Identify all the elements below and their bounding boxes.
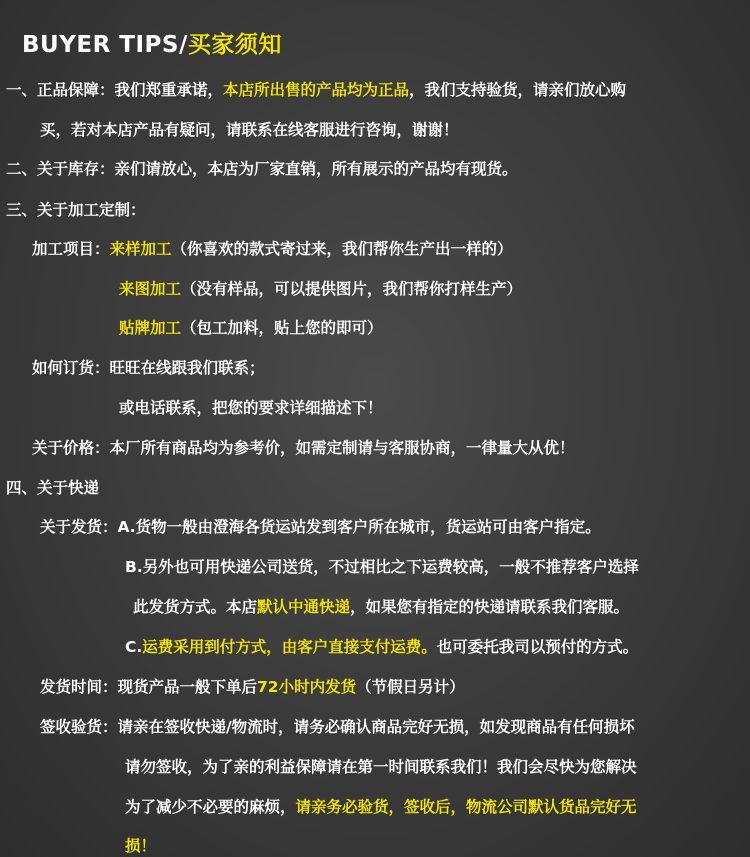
tip-custom-image [119,279,522,299]
shipping-c-highlight: 运费采用到付方式，由客户直接支付运费。 [142,638,437,656]
shipping-default-courier: 默认中通快递 [257,598,351,616]
custom-image-highlight: 来图加工 [119,280,182,298]
custom-image-desc: （没有样品，可以提供图片，我们帮你打样生产） [181,280,523,298]
custom-sample-highlight: 来样加工 [109,240,172,258]
inspection-highlight: 请亲务必验货，签收后，物流公司默认货品完好无 [295,798,637,816]
tip-authentic-rest: ，我们支持验货，请亲们放心购 [409,81,627,99]
ship-time-highlight: 72小时内发货 [257,678,357,696]
tip-custom-oem [119,318,383,338]
custom-oem-highlight: 贴牌加工 [119,319,182,337]
tip-shipping-b-cont [133,597,629,617]
title-en: BUYER TIPS/ [22,32,188,58]
tip-shipping-a: 关于发货：A.货物一般由澄海各货运站发到客户所在城市，货运站可由客户指定。 [40,518,601,536]
tip-inspection-cont-3 [125,836,156,856]
page-title [22,26,282,59]
tip-shipping-b: B.另外也可用快递公司送货，不过相比之下运费较高，一般不推荐客户选择 [125,558,639,576]
tip-price: 关于价格：本厂所有商品均为参考价，如需定制请与客服协商，一律量大从优！ [32,439,575,457]
tip-order-cont: 或电话联系，把您的要求详细描述下！ [119,399,383,417]
tip-custom-heading: 三、关于加工定制： [6,201,146,219]
custom-items-label: 加工项目： [32,240,110,258]
tip-order: 如何订货：旺旺在线跟我们联系； [32,359,265,377]
ship-time-note: （节假日另计） [356,678,465,696]
tip-inspection-cont-2 [125,797,637,817]
shipping-b-rest: ，如果您有指定的快递请联系我们客服。 [350,598,630,616]
custom-sample-desc: （你喜欢的款式寄过来，我们帮你生产出一样的） [171,240,513,258]
tip-custom-sample [32,239,513,259]
tip-authentic-cont: 买，若对本店产品有疑问，请联系在线客服进行咨询，谢谢！ [40,121,459,139]
tip-inspection-cont-1: 请勿签收，为了亲的利益保障请在第一时间联系我们！我们会尽快为您解决 [125,758,637,776]
inspection-text: 为了减少不必要的麻烦， [125,798,296,816]
tip-authentic-label: 一、正品保障：我们郑重承诺， [6,81,224,99]
inspection-highlight-end: 损！ [125,837,157,855]
shipping-c-prefix: C. [125,638,143,656]
tip-ship-time [40,677,465,697]
shipping-c-rest: 也可委托我司以预付的方式。 [436,638,639,656]
custom-oem-desc: （包工加料，贴上您的即可） [181,319,383,337]
tip-authentic-highlight: 本店所出售的产品均为正品 [223,81,410,99]
tip-inspection: 签收验货：请亲在签收快递/物流时，请务必确认商品完好无损，如发现商品有任何损坏 [40,718,635,736]
tip-stock: 二、关于库存：亲们请放心，本店为厂家直销，所有展示的产品均有现货。 [6,160,518,178]
tip-authentic [6,80,626,100]
shipping-b-text: 此发货方式。本店 [133,598,258,616]
title-cn: 买家须知 [187,32,282,58]
ship-time-label: 发货时间：现货产品一般下单后 [40,678,258,696]
tip-shipping-c [125,637,638,657]
tip-shipping-heading: 四、关于快递 [6,479,100,497]
